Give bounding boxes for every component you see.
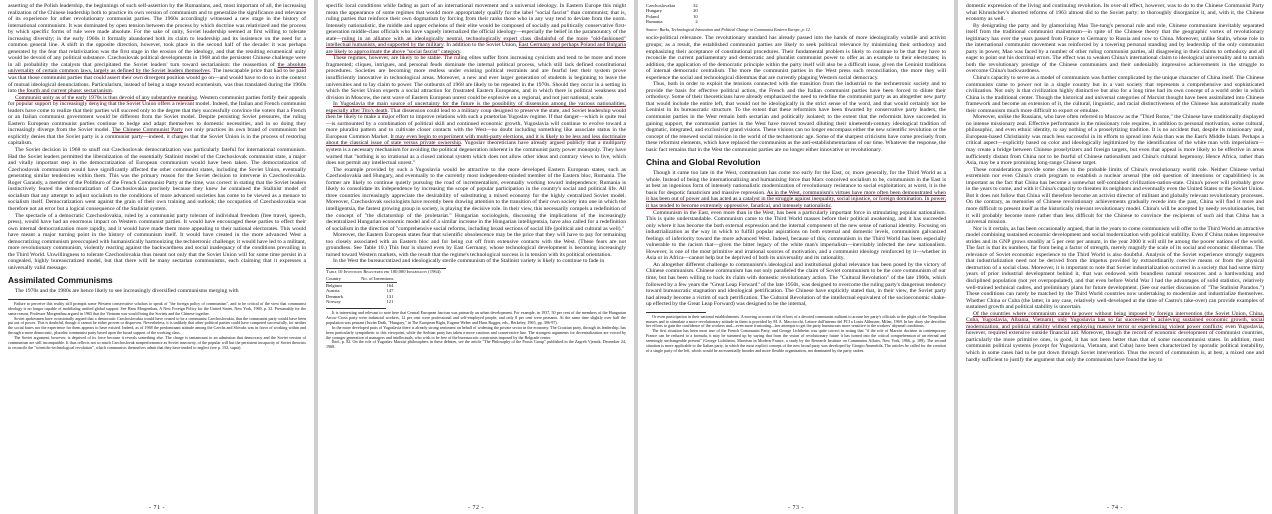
page-number: - 72 -	[468, 505, 484, 511]
paragraph: Of the countries where communism came to power without being imposed by foreign intervention (the Soviet Union, China, Cuba, Yugoslavia, Albania, Vietnam), only Yugoslavia has so far succeeded in achieving sustained economic growth, social modernization, and political stability without employing massive terror or experiencing violent power conflicts; even Yugoslavia, however, required extensive outside financial aid. Moreover, though the record of economic development of communist countries, particularly the more primitive ones, is good, it has not been better than that of some noncommunist states. In addition, most communist political systems (except for Yugoslavia, Vietnam, and Cuba) have been characterized by sporadic political instability, which in some cases had to be put down through Soviet intervention. Thus the record of communism is, at best, a mixed one and hardly sufficient to justify the argument that only the communists have found the key to	[966, 310, 1264, 363]
page-72	[318, 0, 634, 514]
page-number: - 71 -	[149, 505, 165, 511]
paragraph: China's capacity to serve as a model of communism was further complicated by the unique character of China itself. The Chinese communists came to power not in a single country but in a vast society that represents a comprehensive and sophisticated civilization. Not only is that civilization highly distinctive but also for a long time had its own concept of a world order in which China is the traditional center. Though the historical and universal categories of Marxist thought have been assimilated into Chinese framework and become an extension of it, the cultural, linguistic, and racial distinctiveness of the Chinese has automatically made their communism much more difficult to export or emulate.	[966, 75, 1264, 114]
paragraph: The spectacle of a democratic Czechoslovakia, ruled by a communist party tolerant of individual freedom (free travel, speech, press), would have had an enormous impact on Western communist parties. It would have encouraged these parties to effect their own internal democratization more rapidly, and it would have made them more appealing to their national electorates. This would have meant a major turning point in the history of communism itself. It would have created in the more advanced West a democratizing communism preoccupied with humanistically harmonizing the technetronic challenge; it would have led to a militant, more revolutionary communism, violently reacting against the backwardness and social inadequacy of the conditions prevailing in the Third World. Unwillingness to tolerate Czechoslovakia thus meant not only that the Soviet Union will for some time persist in a congealed, highly bureaucratized model, but that there will be many sectarian communisms, each claiming that it expresses a universally valid message.	[8, 212, 306, 271]
table-row: Poland 10	[646, 13, 698, 19]
table-header-inventions: No. of Inventions	[347, 276, 397, 282]
table-source: Source: Burks, Technological Innovation and Political Change in Communist Eastern Europe, p. 12.	[646, 26, 811, 32]
table-row: Belgium 164	[326, 282, 394, 288]
table-header-country: Country	[326, 276, 347, 282]
footnote: Failure to perceive this reality still prompts some Western conservative scholars to speak of "the foreign policy of communism", and to be critical of the view that communist ideology is no longer capable of mobilizing unified global support. See Hans Morgenthau, A New Foreign Policy for the United States, New York, 1969, p. 32. Presumably for the same reason, Professor Morgenthau argued in 1965 that the Vietnam war would bring the Soviets and the Chinese together.	[8, 300, 306, 316]
paragraph: By denigrating the party and by glamorizing Mao Tse-tung's personal rule and role, Chinese communism inevitably separated itself from the traditional communist mainstream—in spite of the Chinese theory that the geographic vortex of revolutionary legitimacy has over the years passed from France to Germany to Russia and now to China. Moreover, unlike Stalin, whose role in the international communist movement was reinforced by a towering personal standing and by leadership of the only communist party in power, Mao was faced by a number of other ruling communist parties, all disagreeing in their claims to orthodoxy and all eager to point out his doctrinal errors. The effect was to weaken China's international claim to ideological universality and to tarnish both the revolutionary prestige of the Chinese communists and their undeniably impressive achievements in the struggle to overcome China's backwardness.	[966, 22, 1264, 75]
footnote: Ibid., p. 82. On the role of Yugoslav Marxist philosophers in these debates, see the article "The Philosophy of the Praxis Group" published in the Zagreb Vjesnik, December 24, 1968.	[326, 339, 626, 350]
section-heading: Assimilated Communisms	[8, 275, 113, 286]
page-74-body	[966, 3, 1264, 363]
paragraph: Thus, both in order to exploit the tensions connected with the transition from the industrial to the technetronic society and to provide the basis for effective political action, the French and the Italian communist parties have been forced to dilute their orthodoxy. Some of their theoreticians have already emphasized the need to redefine the communist party as an altogether new party that would include the entire left, that would not be ideologically in the strict sense of the word, and that would certainly not be Leninist in its bureaucratic structure. To the extent that these reformists have been thwarted by conservative party leaders, the communist parties in the West remain both sectarian and politically isolated; to the extent that the reformists have succeeded in gaining support, the communist parties in the West have moved toward diluting their nineteenth-century ideological tradition of dogmatic, integrated, and exclusivist grand visions. These visions can no longer encompass either the new scientific revolution or the concept of the renewed social mission in the world of the technetronic age. Some of the sharpest criticisms have come precisely from these reformist elements, which have replaced the communists as the anti-establishmentarians of our time. Whatever the response, the basic fact remains that in the West the communist parties are no longer either innovative or revolutionary.	[646, 81, 946, 153]
highlighted-passage: ruling in an alliance with an ideologically neutral, technologically expert class disdainful of the more "old-fashioned" intellectual humanists, and supported by the military	[326, 35, 626, 49]
footnotes	[646, 315, 946, 354]
table-row: Norway 121	[326, 298, 394, 304]
inventions-table-continued	[646, 3, 702, 25]
page-73-body	[646, 35, 946, 307]
footnote: The first situation has been most true of the French Communist Party, and George Lichtheim was quite correct in noting that "if the role of Marxist doctrine in contemporary France can be reduced to a formula, it may be summed up by saying that from the vision of revolutionary future it has turned into the critical comprehension of an eternal and seemingly unchangeable present" (George Lichtheim, Marxism in Modern France, a study by the Research Institute on Communist Affairs, New York, 1966, p. 189). The second situation is more applicable to the Italian party, in which the most explicit concept of the new broad party was developed by Giorgio Amendola. The articles he called for the creation of a single party of the left, which would be an essentially broader and more flexible organization, not dominated by the party cadres.	[646, 328, 946, 353]
table-row: Austria 147	[326, 288, 394, 294]
footnote: Soviet spokesmen have occasionally argued that a democratic Czechoslovakia would have ceased to be a communist Czechoslovakia, that the communist party would have been put out of power. This is doubtful, though it cannot be either proven or disproven. Nevertheless, it is unlikely that other political parties could have competed successfully, for neither the social bases nor the experience for them appears to have existed. Indeed, as of 1968 the predominant attitude among the Czechs and Slovaks was in favor of working within and through a more democratic, pluralist communist party based upon the broad support of the working class.	[8, 315, 306, 336]
table-row: Hungary 20	[646, 8, 698, 14]
paragraph: The Soviet decision in 1968 to snuff out Czechoslovak democratization was particularly fateful for international communism. Had the Soviet leaders permitted the liberalization of the essentially Stalinist model of the Czechoslovak communist state, a major and vitally important step in the democratization of European communism would have been taken. The democratization of Czechoslovak communism would have significantly affected the other communist states, including the Soviet Union, eventually generating similar tendencies within them. This was the primary reason for the Soviet decision to intervene in Czechoslovakia. Roger Garaudy, a member of the Politburo of the French Communist Party at the time, was correct in stating that the Soviet leaders instinctively feared the democratization of Czechoslovakia precisely because they knew he contained the Stalinist model of socialism that any attempt to adjust socialism to the conditions of more advanced societies has come to be viewed as a menace to socialism itself. Democratization went against the grain of their own training and outlook; the occupation of Czechoslovakia was therefore not an error but a logical consequence of the Stalinist system.	[8, 147, 306, 212]
highlighted-passage: East Germany and perhaps Poland and Bulgaria are likely to approximate the above "social fascist" category	[326, 42, 626, 55]
table-row: Czechoslovakia 32	[646, 3, 698, 8]
paragraph: asserting of the Polish leadership, the beginnings of such self-assertion by the Rumanians, and, most important of all, the increasing realization of the Chinese leadership both to practice its own version of communism and to generalize the significance and relevance of its experience for other revolutionary communist parties. The 1960s accordingly witnessed a new stage in the history of international communism. It was dominated by open tension between the process by which doctrine was relativized and the process by which specific forms of rule were made absolute. For the sake of unity, Soviet leadership seemed at first willing to tolerate increasing diversity; in the early 1960s it formally abandoned both its claim to leadership and its insistence on the need for a common general line. A shift in the opposite direction, however, took place in the second half of the decade: it was perhaps generated by the fear that relativization was the first stage in the erosion of the ideology, and that the resulting ecumenical unity would be devoid of any political substance. Czechoslovak political developments in 1968 and the persistent Chinese challenge were in all probability the catalysts that precipitated the Soviet leaders' turn toward sectarianism: the reassertion of the absolute universality of certain common laws, largely as defined by the Soviet leaders themselves. The inescapable price that had to be paid was that those communist parties that could assert their own divergent position would go on—and would have to do so in the context of mutual ideological denunciations. Particularism, instead of being a stage toward ecumenism, was thus translated during the 1960s into the fourth and current phase: sectarianism.	[8, 3, 306, 95]
page-74	[958, 0, 1272, 514]
table-row: Denmark 131	[326, 293, 394, 299]
highlighted-passage: In Yugoslavia the main source of uncertainty for the future is the possibility of dissension among the various nationalities, especially after Tito's death	[326, 101, 626, 114]
footnote: In the more developed parts of Yugoslavia there is already strong sentiment on behalf of widening the private sector in the economy. The Croatian party, through its leadership, has been particularly sympathetic to this viewpoint, while the Serbian party has taken a more cautious and conservative line. The strongest arguments for decentralization are voiced by the younger generation of managers and intellectuals, who wish to be free of the bureaucratic constraints imposed by the Belgrade center.	[326, 324, 626, 340]
page-71-body	[8, 3, 306, 295]
page-number: - 73 -	[788, 505, 804, 511]
table-caption: Table 10 Inventions Registered per 100,000 Inhabitants (1964)	[326, 268, 441, 274]
highlighted-passage: The Chinese Communist Party	[111, 127, 183, 134]
paragraph: These regimes, however, are likely to be stable. The ruling elites suffer from increasing cynicism and tend to be more and more fragmented; cliques, intrigues, and personal feuds dominate the internal political process, which still lack defined constitutional procedures. Societies are becoming more restless under existing political restraints and are fearful lest their system prove insufficiently innovative in technological areas. Moreover, a new and ever larger generation of students is beginning to leave the universities and to lay claim to power. The outbursts of 1968 are likely to be repeated in the 1970s. Should they occur in a setting in which the Soviet Union experts a social attraction for frustrated Eastern Europeans, and in which there is political weakness and division in Moscow, the next wave of Eastern European unrest could be explosive on a regional, and not just national, scale.	[326, 55, 626, 101]
highlighted-passage: Of the countries where communism came to power without being imposed by foreign intervention (the Soviet Union, China, Cuba, Yugoslavia, Albania, Vietnam), only Yugoslavia has so far succeeded in achieving sustained economic growth, social modernization, and political stability without employing massive terror or experiencing violent power conflicts	[966, 310, 1264, 330]
footnote: The Soviet argument, however, is deprived of its force because it reveals something else. The charge is tantamount to an admission that democracy and the Soviet version of communism are still incompatible. It thus reflects not so much Czechoslovak nonperformance as Soviet insecurity, of the popular will but the persistent incapacity of Soviet theorists to reconcile the "scientific-technological revolution", which communists themselves admit that they have tended to neglect (see p. 152, supra).	[8, 334, 306, 350]
page-number: - 74 -	[1107, 505, 1123, 511]
paragraph: An altogether different challenge to communism's ideological and institutional global relevance has been posed by the victory of Chinese communism. Chinese communism has not only paralleled the claim of Soviet communism to be the core communism of our time, but has been willing to back its claim with domestic revolutionary action. The "Cultural Revolution" of the late 1960s, which followed by a few years the "Great Leap Forward" of the late 1950s, was designed to overcome the ruling party's dangerous tendency toward bureaucratic stagnation and ideological petrification. The Chinese have explicitly stated that, in their view, the Soviet party had already become a victim of such petrification. The Cultural Revolution of the intellectual equivalent of the socioeconomic shake-up effected by the Great Leap Forward) was designed to be the internal,	[646, 261, 946, 308]
paragraph: specific local conditions while fading as part of an international movement and a universal ideology. In Eastern Europe this might mean the appearance of some regimes that would more appropriately qualify for the label "social fascist" than communist; that is, ruling parties that reinforce their own dogmatism by forcing from their ranks those who in any way tend to deviate from the norm. Intensely nationalistic, the middle and upper echelons of their elite would be composed of socially and politically conservative first-generation middle-class officials who have vaguely internalized the official ideology—especially the belief in the paramountcy of the state—ruling in an alliance with an ideologically neutral, technologically expert class disdainful of the more "old-fashioned" intellectual humanists, and supported by the military. In addition to the Soviet Union, East Germany and perhaps Poland and Bulgaria are likely to approximate the above "social fascist" category.	[326, 3, 626, 55]
highlighted-passage: the fourth and current phase: sectarianism	[18, 88, 112, 95]
paragraph: These considerations provide some clues to the probable limits of China's revolutionary world role. Neither Chinese verbal extremism nor even China's crash program to establish a nuclear arsenal (the old question of intentions or capabilities) is as important as the fact that China has become a somewhat self-contained civilization-nation-state. China's power will probably grow in the years to come, and with it China's capacity to threaten its neighbors and eventually even the United States or the Soviet Union. But it does not follow that China will therefore become an activist director of militant and globally relevant revolutionary processes. On the contrary, as memories of Chinese revolutionary achievements gradually recede into the past, China will find it more and more difficult to present itself as the historically relevant revolutionary model. China's will be accepted by needy revolutionaries, but it will probably become more rather than less difficult for the Chinese to convince the recipients of such aid that China has a universal mission.	[966, 166, 1264, 226]
paragraph: socio-political relevance. The revolutionary standard has already passed into the hands of more ideologically volatile and activist groups; as a result, the established communist parties are likely to seek political relevance by minimizing their orthodoxy and emphasizing their acceptance of constitutional procedures. Their fundamental problem is likely to continue to be that they have to reconcile the current parliamentary and democratic and pluralist communist power to offer as an example to their electorates; in addition, the application of the democratic principle within the party itself will also be a difficult issue, given the Leninist traditions of internal democratic centralism. The more the communist parties in the West press such reconciliation, the more they will experience the social and technological dilemmas that are currently plaguing Western social democracy.	[646, 35, 946, 81]
paragraph: Communist unity as of the early 1970s is thus devoid of any substantive meaning. Western communist parties fortify their appeals for popular support by increasingly denying that the Soviet Union offers a relevant model. Indeed, the Italian and French communist leaders have come to realize that their parties will succeed only to the degree that they successfully convince the voters that a French or an Italian communist government would be different from the Soviet model. Despite persisting Soviet pressures, the ruling Eastern European communist parties continue to hedge and adapt themselves to domestic necessities, and in so doing they increasingly diverge from the Soviet model. The Chinese Communist Party not only practices its own brand of communism but explicitly denies that the Soviet party is a communist party—indeed, it charges that the Soviet Union is in the process of restoring capitalism.	[8, 94, 306, 147]
footnote: Or even participation in their national establishments. A moving account of the efforts of a devoted communist militant to arouse her party's officials to the plight of the Neapolitan masses and to stimulate a more revolutionary attitude in them is provided by M. A. Macciocchi, Lettere dall'interno del PCI a Louis Althusser, Milan, 1969. In her diary she describes her efforts to gain the confidence of the workers and—even more frustrating—her attempts to get the party bureaucrats more sensitive to the workers' abysmal conditions.	[646, 313, 946, 329]
footnotes	[8, 302, 306, 350]
highlighted-passage: Communist unity as of the early 1970s is thus devoid of any substantive meaning	[15, 94, 197, 101]
paragraph: Moreover, the Eastern European states fear that scientific obsolescence may be the price that they will have to pay for remaining too closely associated with an Eastern bloc and for being cut off from extensive contacts with the West. (These fears are not groundless. See Table 10.) This fear is shared even by East Germany, whose technological development is becoming increasingly turned toward Western markets, with the result that the regime's technological success is in tension with its political orientation.	[326, 232, 626, 258]
paragraph: The example provided by such a Yugoslavia would be attractive to the more developed Eastern European states, such as Czechoslovakia and Hungary, and eventually to the currently most independent-minded member of the Eastern bloc, Rumania. The former are likely to continue quietly pursuing the road of incrementalism, eventually working toward independence; Rumania is likely to consolidate its independence by increasing the scope of popular participation in the country's social and political life. All three countries increasingly appreciate the desirability of substituting a mixed economy for the highly centralized Soviet model. Moreover, Czechoslovak sociologists have recently been drawing attention to the transition of their own society into one in which the intelligentsia, the fastest growing group in society, is playing the decisive role. In their view, this necessarily compels a redefinition of the concept of "the dictatorship of the proletariat." Hungarian sociologists, discussing the implications of the increasingly decentralized Hungarian economic model and of a similar increase in the Hungarian intelligentsia, have also called for a redefinition of socialism in the direction of "comprehensive social reforms, including broad sections of social life (political and cultural as well)."	[326, 166, 626, 232]
inventions-table	[326, 276, 397, 304]
paragraph: Nor is it certain, as has been occasionally argued, that in the years to come communism will offer to the Third World an attractive model combining sustained economic development and social modernization with political stability. Even if China makes impressive strides and its GNP grows steadily at 5 per cent per annum, in the year 2000 it will still be among the poorer nations of the world. The fact is that its numbers, far from being a factor of strength, merely magnify the scale of its social and economic dilemmas. The relevance of Soviet economic experience to the Third World is also doubtful. Analysis of the Soviet experience strongly suggests that industrialization need not be derived from the impetus provided by extraordinarily coercive means or from the physical destruction of a social class. Moreover, it is important to note that Soviet industrialization occurred in a society that had some thirty years of prior industrial development behind it, that was endowed with boundless natural resources and a hardworking and disciplined population (not yet overpopulated), and that even before World War I had the advantages of solid statistics, relatively well-trained technical cadres, and preliminary plans for future development. (See our earlier discussion of "The Stalinist Paradox.") These conditions can rarely be matched by the Third World countries now undertaking to modernize and industrialize themselves. Whether China or Cuba (the latter, in any case, relatively well-developed at the time of Castro's take-over) can provide examples of sustained growth and political stability is uncertain.	[966, 225, 1264, 311]
table-row: Rumania 2	[646, 19, 698, 25]
footnote-divider	[8, 299, 68, 300]
paragraph: In the West the bureaucratized and ideologically sterile communism of the Stalinist variety is likely to continue to fade in	[333, 258, 605, 265]
page-72-body	[326, 3, 626, 265]
footnote-divider	[646, 312, 706, 313]
paragraph: Though it came too late in the West, communism has come too early for the East, or, more generally, for the Third World as a whole. Instead of being the internationalizing and humanizing force that Marx conceived socialism to be, communism in the East is at best an ingenious form of intensely nationalistic modernization of revolutionary resistance to social exploitation; at worst, it is the basis for despotic fanaticism and massive repression. As in the West, communism's virtues have more often been demonstrated when it has been out of power and has acted as a catalyst in the struggle against inequality, social injustice, or foreign domination. In power, it has tended to become extremely oppressive, fanatical, and intensely nationalistic.	[646, 170, 946, 209]
page-73	[638, 0, 954, 514]
paragraph: Communism in the East, even more than in the West, has been a particularly important force in stimulating popular nationalism. This is quite understandable. Communism came to the Third World masses before their political awakening, and it has succeeded only where it has become the both external expression and the internal component of the new sense of national identity. Focusing on industrialization as the way in which to fulfill popular aspirations on both external and domestic levels, communism galvanized feelings of inferiority toward the more advanced West. Indeed, because of this, communism in the Third World has been especially vulnerable to the racism that—given the bitter legacy of the white man's imperialism—inevitably infected the new nationalism. However, is one of the most primitive and irrational sources of motivation, and a communist ideology reinforced by it—whether in Asia or in Africa—cannot help but be deprived of both its universality and its rationality.	[646, 209, 946, 262]
section-heading: China and Global Revolution	[646, 157, 761, 168]
highlighted-passage: As in the West, communism's virtues have more often been demonstrated when it has been out of power and has acted as a catalyst in the struggle against inequality, social injustice, or foreign domination. In power, it has tended to become extremely oppressive, fanatical, and intensely nationalistic	[646, 189, 946, 209]
paragraph: The 1970s and the 1980s are hence likely to see increasingly diversified communisms merging with	[15, 288, 239, 295]
footnote: It is interesting and relevant to note here that Central European fascism was primarily an urban development. For example, in 1937, 50 per cent of the members of the Hungarian Arrow Cross party were industrial workers, 12 per cent were professional and self-employed people, and only 8 per cent were peasants. At the same time slightly over half the population was peasant (István Deák, "Hungary," in The European Right, Eugene Weber and Hans Rogger, eds., Berkeley, 1965, pp. 396-97).	[326, 310, 626, 325]
page-71	[0, 0, 314, 514]
footnotes	[326, 311, 626, 350]
highlighted-passage: the absolute universality of certain common laws, largely as defined by the Soviet leaders themselves	[8, 61, 306, 75]
paragraph: In Yugoslavia the main source of uncertainty for the future is the possibility of dissension among the various nationalities, especially after Tito's death. That dissension could lead to a military coup designed to preserve the state, and Soviet leadership would then be likely to make a major effort to improve relations with such a praetorian Yugoslav regime. If that danger—which is quite real—is surmounted by a combination of political skill and continued economic growth, Yugoslavia will continue to evolve toward a more pluralist pattern and to cultivate closer contacts with the West—no doubt including something like associate status in the European Common Market. It may even begin to experiment with multi-party elections, and it is likely to be less and less doctrinaire about the classical issue of state versus private ownership. Yugoslav theoreticians have already argued publicly that a multiparty system is a necessary mechanism for avoiding the political degeneration inherent in the communist party power monopoly. They have warned that "nothing is so irrational as a closed rational system which does not allow other ideas and contrary views to live, which does not permit any intellectual unrest."	[326, 101, 626, 167]
footnote-divider	[326, 308, 386, 309]
paragraph: Moreover, unlike the Russians, who have often referred to Moscow as the "Third Rome," the Chinese have traditionally displayed no intense missionary zeal. Effective performance in the missionary role requires, in addition to personal motivation, some cultural, philosophic, and even ethnic identity, to say nothing of a proselytizing tradition. It is no accident that, despite its missionary zeal, European-based Christianity was much less successful in its efforts to spread into Asia than was the East's Middle Islam. Perhaps a critical aspect—explicitly based on color and ideologically legitimized by the identification of the white man with imperialism—may create a bridge between Chinese proselytizers and foreign targets, but even that appeal is more likely to be effective in areas sufficiently distant from China not to be fearful of Chinese nationalism and China's cultural hegemony. Hence Africa, rather than Asia, may be a more promising long-range Chinese target.	[966, 114, 1264, 167]
highlighted-passage: It may even begin to experiment with multi-party elections, and it is likely to be less and less doctrinaire about the classical issue of state versus private ownership	[326, 133, 626, 147]
paragraph: domestic expression of the living and continuing revolution. Its over-all effect, however, was to do to the Chinese Communist Party what Khrushchev's aborted reforms of 1963 almost did to the Soviet party: to thoroughly disorganize it, and, with it, the Chinese economy as well.	[966, 3, 1264, 23]
